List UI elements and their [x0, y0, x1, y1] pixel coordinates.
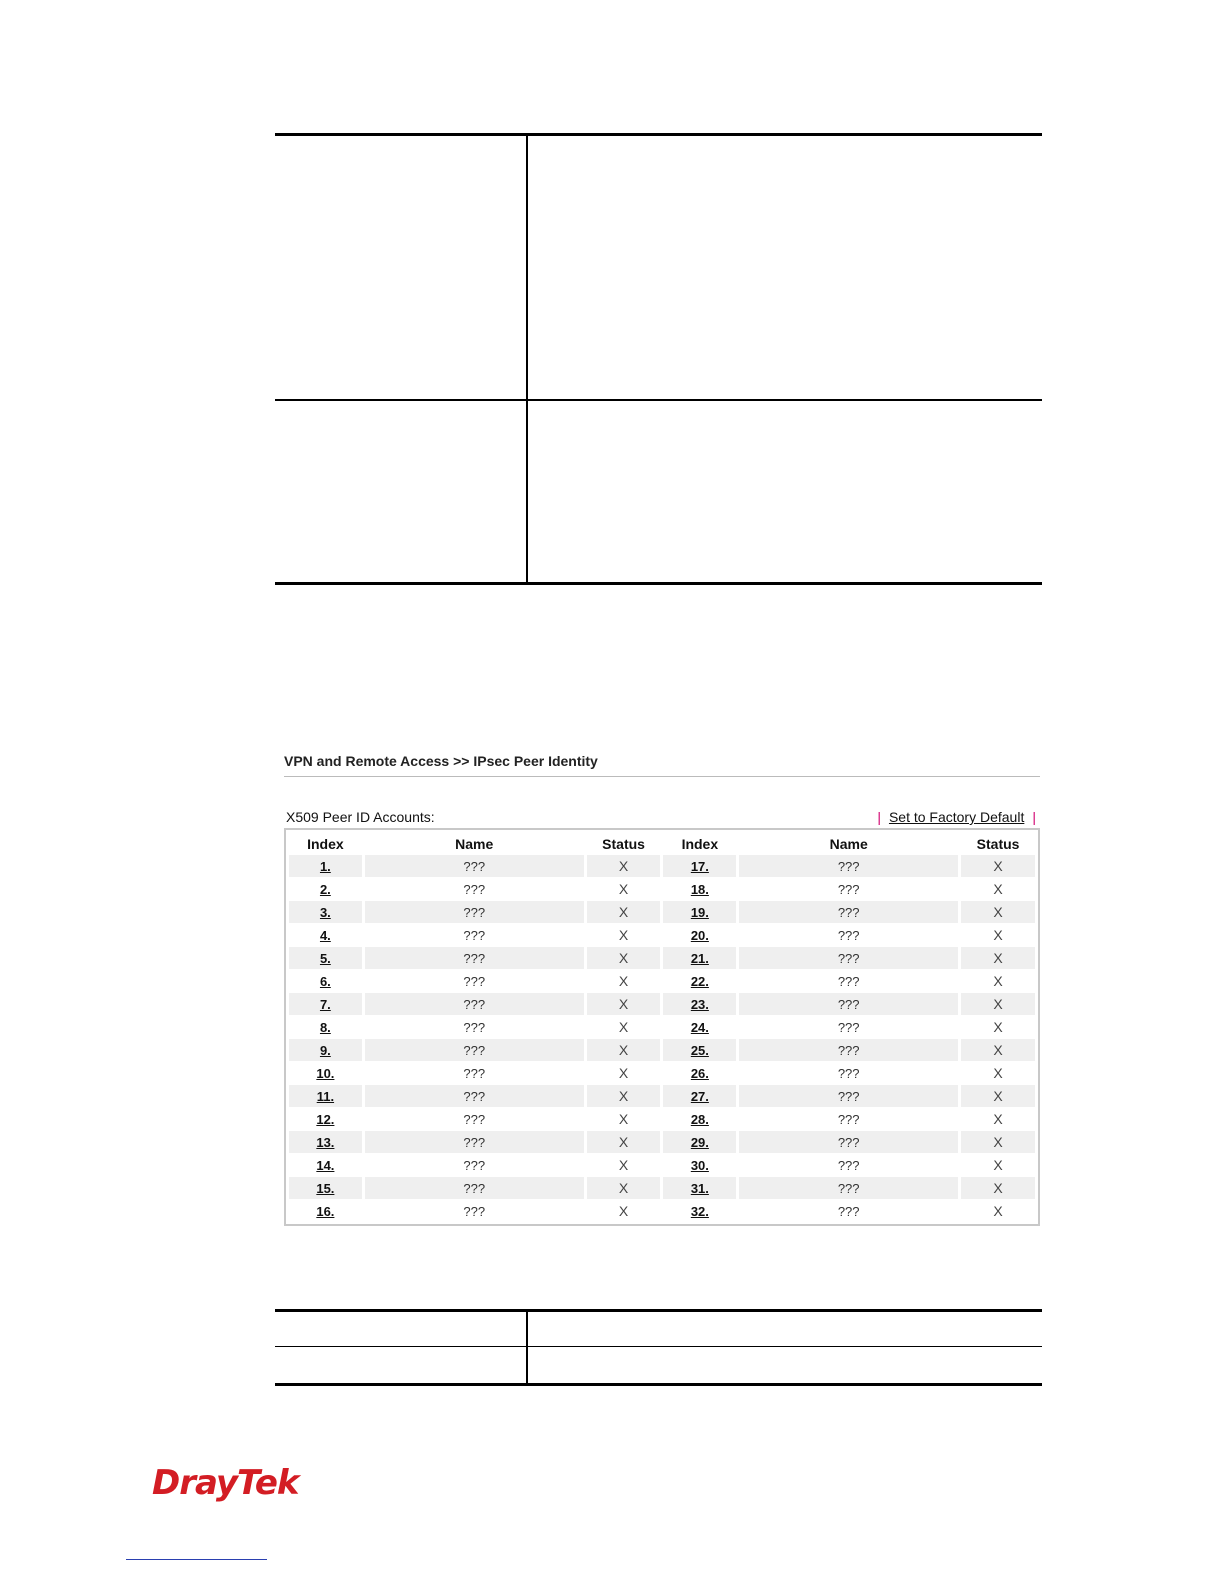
table-row [289, 1108, 1035, 1130]
index-link[interactable]: 21. [690, 950, 709, 966]
index-link[interactable]: 1. [319, 858, 331, 874]
status-cell: X [961, 1039, 1035, 1061]
column-header-name: Name [455, 836, 494, 852]
table-bottom-rule [275, 1383, 1042, 1386]
table-column-divider [526, 133, 528, 585]
index-cell [663, 1016, 736, 1038]
table-header-row [289, 834, 1035, 854]
accounts-actions [869, 809, 1036, 825]
status-cell: X [993, 1111, 1003, 1127]
bottom-description-table [275, 1309, 1042, 1386]
name-cell: ??? [739, 947, 958, 969]
index-cell [289, 1154, 362, 1176]
index-link[interactable]: 6. [319, 973, 331, 989]
index-cell [663, 1154, 736, 1176]
status-cell: X [993, 973, 1003, 989]
name-cell: ??? [837, 927, 860, 943]
index-cell [289, 1108, 362, 1130]
name-cell: ??? [463, 927, 486, 943]
status-cell: X [618, 1157, 629, 1173]
status-cell: X [961, 1131, 1035, 1153]
table-row [289, 970, 1035, 992]
name-cell: ??? [837, 1203, 860, 1219]
index-cell [663, 1085, 736, 1107]
status-cell: X [587, 947, 661, 969]
index-cell [663, 1108, 736, 1130]
name-cell: ??? [837, 881, 860, 897]
description-table [275, 133, 1042, 586]
name-cell: ??? [837, 1065, 860, 1081]
name-cell: ??? [837, 1157, 860, 1173]
index-link[interactable]: 16. [316, 1203, 335, 1219]
status-cell: X [618, 1111, 629, 1127]
status-cell: X [618, 927, 629, 943]
column-header-status: Status [602, 836, 645, 852]
index-cell [289, 1062, 362, 1084]
name-cell: ??? [463, 1019, 486, 1035]
table-row [289, 1131, 1035, 1153]
index-link[interactable]: 3. [319, 904, 331, 920]
status-cell: X [993, 927, 1003, 943]
name-cell: ??? [365, 855, 584, 877]
index-cell [289, 993, 362, 1015]
name-cell: ??? [365, 901, 584, 923]
table-row [289, 993, 1035, 1015]
index-link[interactable]: 23. [690, 996, 709, 1012]
status-cell: X [618, 1203, 629, 1219]
index-link[interactable]: 32. [690, 1203, 709, 1219]
index-link[interactable]: 20. [690, 927, 709, 943]
table-row [289, 878, 1035, 900]
table-top-rule [275, 1309, 1042, 1312]
index-link[interactable]: 11. [316, 1088, 335, 1104]
index-cell [663, 993, 736, 1015]
table-column-divider [526, 1309, 528, 1386]
status-cell: X [993, 1065, 1003, 1081]
index-link[interactable]: 8. [319, 1019, 331, 1035]
index-cell [663, 1131, 736, 1153]
index-cell [289, 1016, 362, 1038]
index-cell [663, 878, 736, 900]
status-cell: X [961, 1085, 1035, 1107]
draytek-logo: DrayTek [152, 1463, 299, 1503]
index-cell [289, 901, 362, 923]
breadcrumb: VPN and Remote Access >> IPsec Peer Identity [284, 753, 598, 769]
index-link[interactable]: 18. [690, 881, 709, 897]
status-cell: X [961, 993, 1035, 1015]
status-cell: X [993, 1019, 1003, 1035]
name-cell: ??? [365, 1039, 584, 1061]
name-cell: ??? [463, 1157, 486, 1173]
name-cell: ??? [837, 1111, 860, 1127]
status-cell: X [961, 901, 1035, 923]
separator: | [1032, 809, 1036, 825]
index-link[interactable]: 15. [316, 1180, 335, 1196]
name-cell: ??? [739, 1039, 958, 1061]
name-cell: ??? [365, 1131, 584, 1153]
status-cell: X [587, 1039, 661, 1061]
name-cell: ??? [463, 973, 486, 989]
name-cell: ??? [739, 855, 958, 877]
index-link[interactable]: 30. [690, 1157, 709, 1173]
table-bottom-rule [275, 582, 1042, 585]
table-row [289, 1062, 1035, 1084]
index-cell [663, 1200, 736, 1222]
name-cell: ??? [739, 1177, 958, 1199]
table-row [289, 1154, 1035, 1176]
status-cell: X [587, 1131, 661, 1153]
table-row-rule [275, 1346, 1042, 1347]
table-row-rule [275, 399, 1042, 401]
status-cell: X [993, 1157, 1003, 1173]
index-cell [289, 947, 362, 969]
separator: | [877, 809, 881, 825]
index-link[interactable]: 10. [316, 1065, 335, 1081]
column-header-status: Status [976, 836, 1020, 852]
status-cell: X [961, 947, 1035, 969]
index-cell [289, 855, 362, 877]
name-cell: ??? [463, 1065, 486, 1081]
index-cell [663, 1039, 736, 1061]
index-link[interactable]: 27. [690, 1088, 709, 1104]
name-cell: ??? [463, 1203, 486, 1219]
index-link[interactable]: 26. [690, 1065, 709, 1081]
index-cell [289, 1085, 362, 1107]
column-header-name: Name [829, 836, 868, 852]
index-cell [289, 970, 362, 992]
table-row [289, 947, 1035, 969]
status-cell: X [618, 1065, 629, 1081]
index-link[interactable]: 13. [316, 1134, 335, 1150]
status-cell: X [587, 1177, 661, 1199]
index-link[interactable]: 9. [319, 1042, 331, 1058]
status-cell: X [618, 1019, 629, 1035]
index-link[interactable]: 2. [319, 881, 331, 897]
name-cell: ??? [837, 973, 860, 989]
index-cell [663, 970, 736, 992]
index-cell [289, 1131, 362, 1153]
index-cell [289, 878, 362, 900]
index-cell [663, 1177, 736, 1199]
table-row [289, 1039, 1035, 1061]
name-cell: ??? [365, 993, 584, 1015]
set-factory-default-link[interactable]: Set to Factory Default [888, 809, 1025, 825]
status-cell: X [618, 881, 629, 897]
status-cell: X [587, 993, 661, 1015]
name-cell: ??? [365, 947, 584, 969]
index-cell [663, 901, 736, 923]
status-cell: X [587, 1085, 661, 1107]
breadcrumb-divider [284, 776, 1040, 777]
table-top-rule [275, 133, 1042, 136]
index-link[interactable]: 29. [690, 1134, 709, 1150]
table-row [289, 1177, 1035, 1199]
status-cell: X [993, 1203, 1003, 1219]
index-link[interactable]: 19. [690, 904, 709, 920]
table-row [289, 901, 1035, 923]
index-cell [289, 1200, 362, 1222]
index-cell [663, 924, 736, 946]
footer-rule [126, 1559, 267, 1560]
index-link[interactable]: 17. [690, 858, 709, 874]
status-cell: X [587, 901, 661, 923]
peer-id-table [286, 833, 1038, 1223]
table-row [289, 924, 1035, 946]
index-cell [289, 924, 362, 946]
index-link[interactable]: 4. [319, 927, 331, 943]
index-link[interactable]: 24. [690, 1019, 709, 1035]
index-link[interactable]: 12. [316, 1111, 335, 1127]
status-cell: X [961, 855, 1035, 877]
index-link[interactable]: 31. [690, 1180, 709, 1196]
status-cell: X [961, 1177, 1035, 1199]
index-link[interactable]: 28. [690, 1111, 709, 1127]
index-cell [663, 855, 736, 877]
status-cell: X [618, 973, 629, 989]
index-cell [663, 1062, 736, 1084]
column-header-index: Index [307, 836, 344, 852]
status-cell: X [993, 881, 1003, 897]
name-cell: ??? [365, 1177, 584, 1199]
table-row [289, 1085, 1035, 1107]
index-link[interactable]: 7. [319, 996, 331, 1012]
index-cell [289, 1177, 362, 1199]
name-cell: ??? [837, 1019, 860, 1035]
index-link[interactable]: 5. [319, 950, 331, 966]
name-cell: ??? [365, 1085, 584, 1107]
index-cell [663, 947, 736, 969]
status-cell: X [587, 855, 661, 877]
table-row [289, 1200, 1035, 1222]
index-cell [289, 1039, 362, 1061]
name-cell: ??? [739, 993, 958, 1015]
index-link[interactable]: 22. [690, 973, 709, 989]
index-link[interactable]: 14. [316, 1157, 335, 1173]
accounts-title: X509 Peer ID Accounts: [286, 809, 435, 825]
table-row [289, 855, 1035, 877]
peer-id-accounts-panel [284, 828, 1040, 1226]
name-cell: ??? [739, 901, 958, 923]
column-header-index: Index [681, 836, 719, 852]
name-cell: ??? [739, 1131, 958, 1153]
name-cell: ??? [463, 881, 486, 897]
table-row [289, 1016, 1035, 1038]
index-link[interactable]: 25. [690, 1042, 709, 1058]
name-cell: ??? [463, 1111, 486, 1127]
name-cell: ??? [739, 1085, 958, 1107]
